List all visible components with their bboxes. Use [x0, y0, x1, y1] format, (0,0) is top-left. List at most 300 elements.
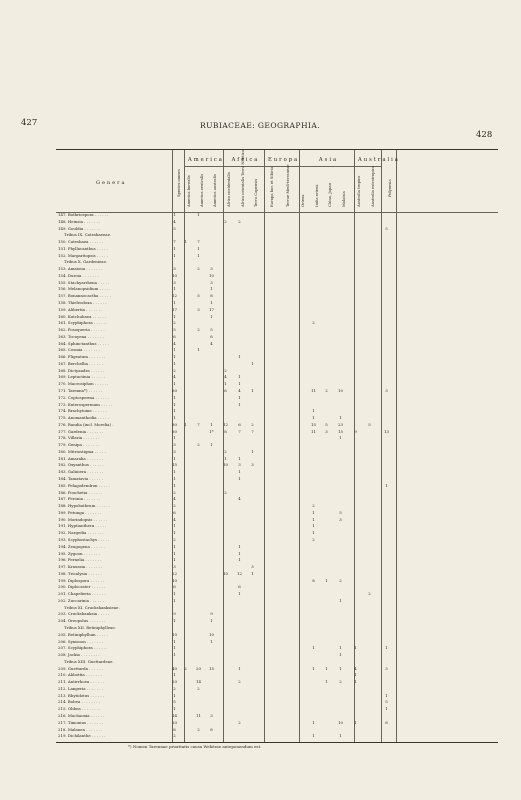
- count-cell: 1: [173, 415, 176, 421]
- count-cell: 7: [251, 428, 254, 434]
- genus-label: 192. Nargedia . . . . . . .: [58, 530, 104, 536]
- genus-label: 207. Scyphiphora . . . . . .: [58, 645, 108, 651]
- count-cell: 1: [173, 523, 176, 529]
- count-cell: 1: [354, 719, 357, 725]
- table-row: [56, 267, 498, 272]
- count-cell: 1: [210, 442, 213, 448]
- count-cell: 23: [338, 421, 343, 427]
- count-cell: 4: [224, 374, 227, 380]
- table-row: [56, 585, 498, 590]
- genus-label: 161. Scyphiphora . . . . . .: [58, 320, 108, 326]
- region-column-header: Terrae Medi-terraneae: [286, 164, 290, 207]
- table-row: [56, 511, 498, 516]
- count-cell: 1: [339, 597, 342, 603]
- count-cell: 1: [339, 733, 342, 739]
- genus-label: 167. Berchellia . . . . . .: [58, 360, 103, 366]
- count-cell: 1: [238, 381, 241, 387]
- genus-label: 154. Duroia . . . . . . .: [58, 272, 99, 278]
- genus-label: 178. Villaria . . . . . . .: [58, 435, 100, 441]
- genus-label: 153. Amaioua . . . . . . .: [58, 266, 103, 272]
- count-cell: 1: [312, 665, 315, 671]
- genus-label: 201. Chapelieria . . . . . .: [58, 591, 106, 597]
- count-cell: 1: [238, 557, 241, 563]
- table-row: [56, 321, 498, 326]
- tribe-label: Tribus XI. Cruckshanksieae.: [64, 604, 120, 610]
- group-header: Asia: [318, 157, 339, 163]
- count-cell: 1: [251, 570, 254, 576]
- count-cell: 7: [173, 239, 176, 245]
- genus-label: 214. Bobea . . . . . . . .: [58, 699, 101, 705]
- count-cell: 5: [368, 421, 371, 427]
- count-cell: 2: [312, 503, 315, 509]
- count-cell: 2: [368, 591, 371, 597]
- table-row: [56, 633, 498, 638]
- table-row: [56, 416, 498, 421]
- count-cell: 2: [224, 367, 227, 373]
- count-cell: 17: [209, 306, 214, 312]
- table-row: [56, 396, 498, 401]
- page-number-right: 428: [476, 130, 493, 140]
- count-cell: 12: [172, 293, 177, 299]
- count-cell: 1: [325, 679, 328, 685]
- table-row: [56, 484, 498, 489]
- genus-label: 151. Phyllacanthus . . . . .: [58, 245, 108, 251]
- table-row: [56, 308, 498, 313]
- genus-label: 160. Kutchubaea . . . . . .: [58, 313, 107, 319]
- count-cell: 2: [173, 367, 176, 373]
- count-cell: 1: [173, 469, 176, 475]
- count-cell: 7: [197, 421, 200, 427]
- count-cell: 15: [172, 462, 177, 468]
- count-cell: 1*: [209, 428, 214, 434]
- count-cell: 3: [173, 266, 176, 272]
- count-cell: 1: [312, 645, 315, 651]
- count-cell: 10: [209, 272, 214, 278]
- count-cell: 2: [339, 679, 342, 685]
- count-cell: 1: [197, 245, 200, 251]
- genus-label: 180. Mitriostigma . . . . .: [58, 448, 106, 454]
- count-cell: 8: [385, 719, 388, 725]
- count-cell: 2: [173, 536, 176, 542]
- tribe-label: Tribus XIII. Guettardeae.: [64, 658, 114, 664]
- footnote: *) Nomen Tarennae prioritatis causa Webërae anteponendum est.: [128, 744, 262, 749]
- count-cell: 1: [173, 347, 176, 353]
- group-rule: [184, 166, 381, 167]
- count-cell: 10: [338, 388, 343, 394]
- count-cell: 2: [173, 503, 176, 509]
- region-column-header: America centralis: [200, 173, 204, 207]
- count-cell: 1: [312, 516, 315, 522]
- genus-label: 203. Cruckshanksia . . . . .: [58, 611, 110, 617]
- count-cell: 3: [173, 564, 176, 570]
- count-cell: 1: [238, 354, 241, 360]
- region-column-header: America borealis: [187, 175, 191, 207]
- count-cell: 3: [385, 388, 388, 394]
- count-cell: 1: [173, 455, 176, 461]
- tribe-label: Tribus XII. Retiniphylleae.: [64, 624, 116, 630]
- table-row: [56, 254, 498, 259]
- region-column-header: Terra Capensis: [254, 178, 258, 207]
- count-cell: 1: [173, 530, 176, 536]
- genus-label: 183. Galiniera . . . . . . .: [58, 469, 104, 475]
- count-cell: 1: [354, 645, 357, 651]
- count-cell: 1: [238, 469, 241, 475]
- table-row: [56, 538, 498, 543]
- count-cell: 1: [238, 550, 241, 556]
- count-cell: 8: [312, 577, 315, 583]
- genus-label: 206. Synisoon . . . . . . .: [58, 638, 104, 644]
- count-cell: 1: [312, 408, 315, 414]
- count-cell: 2: [251, 421, 254, 427]
- count-cell: 2: [173, 685, 176, 691]
- genus-label: 189. Petunga . . . . . . .: [58, 509, 102, 515]
- tribe-heading: [56, 660, 498, 665]
- count-cell: 2: [197, 266, 200, 272]
- count-cell: 1: [312, 523, 315, 529]
- count-cell: 6: [173, 584, 176, 590]
- genus-label: 166. Fligeatum . . . . . . .: [58, 354, 106, 360]
- table-row: [56, 470, 498, 475]
- genus-label: 191. Hyptianthera . . . . .: [58, 523, 107, 529]
- count-cell: 12: [237, 570, 242, 576]
- count-cell: 1: [339, 435, 342, 441]
- count-cell: 1: [173, 706, 176, 712]
- table-row: [56, 355, 498, 360]
- genus-label: 149. Gouldia . . . . . . .: [58, 225, 101, 231]
- count-cell: 5: [173, 699, 176, 705]
- tribe-heading: [56, 260, 498, 265]
- genus-label: 159. Alibertia . . . . . . .: [58, 306, 103, 312]
- genus-label: 196. Fernelia . . . . . . .: [58, 557, 102, 563]
- count-cell: 1: [238, 401, 241, 407]
- count-cell: 1: [238, 476, 241, 482]
- count-cell: 1: [184, 239, 187, 245]
- table-row: [56, 646, 498, 651]
- count-cell: 1: [173, 645, 176, 651]
- count-cell: 8: [173, 726, 176, 732]
- table-row: [56, 274, 498, 279]
- table-row: [56, 565, 498, 570]
- genus-label: 212. Langeria . . . . . . .: [58, 685, 103, 691]
- count-cell: 5: [385, 699, 388, 705]
- table-row: [56, 558, 498, 563]
- count-cell: 5: [173, 225, 176, 231]
- count-cell: 2: [224, 448, 227, 454]
- count-cell: 3: [173, 448, 176, 454]
- count-cell: 6: [210, 333, 213, 339]
- genus-label: 216. Machaonia . . . . . .: [58, 712, 105, 718]
- genus-label: 175. Anomanthodia . . . . .: [58, 415, 109, 421]
- count-cell: 11: [311, 388, 316, 394]
- region-column-header: Africa occidentalis: [227, 172, 231, 207]
- table-row: [56, 504, 498, 509]
- table-row: [56, 687, 498, 692]
- table-row: [56, 518, 498, 523]
- count-cell: 1: [385, 692, 388, 698]
- count-cell: 2: [312, 320, 315, 326]
- table-row: [56, 579, 498, 584]
- count-cell: 40: [172, 665, 177, 671]
- genus-label: 162. Posoqueria . . . . . .: [58, 327, 105, 333]
- tribe-heading: [56, 233, 498, 238]
- count-cell: 3: [210, 279, 213, 285]
- count-cell: 1: [173, 672, 176, 678]
- count-cell: 20: [196, 665, 201, 671]
- genus-label: 188. Hypobathrum . . . . . .: [58, 503, 111, 509]
- count-cell: 10: [209, 631, 214, 637]
- table-row: [56, 362, 498, 367]
- table-row: [56, 640, 498, 645]
- genus-label: 210. Abbottia . . . . . . .: [58, 672, 103, 678]
- count-cell: 4: [173, 218, 176, 224]
- count-cell: 10: [223, 462, 228, 468]
- tribe-heading: [56, 606, 498, 611]
- count-cell: 1: [173, 692, 176, 698]
- table-row: [56, 409, 498, 414]
- region-column-header: Africa orientalis Terra Nilotica: [241, 149, 245, 207]
- genus-label: 169. Leptactinia . . . . . .: [58, 374, 106, 380]
- count-cell: 3: [173, 442, 176, 448]
- region-column-header: Europa bor. et Sibiria: [270, 166, 274, 207]
- genus-label: 187. Feronia . . . . . . .: [58, 496, 101, 502]
- count-cell: 1: [210, 313, 213, 319]
- count-cell: 1: [312, 719, 315, 725]
- table-row: [56, 287, 498, 292]
- count-cell: 1: [339, 665, 342, 671]
- count-cell: 1: [173, 550, 176, 556]
- table-row: [56, 572, 498, 577]
- count-cell: 10: [172, 577, 177, 583]
- genus-label: 177. Gardenia . . . . . . .: [58, 428, 104, 434]
- table-row: [56, 721, 498, 726]
- count-cell: 1: [339, 645, 342, 651]
- count-cell: 8: [210, 293, 213, 299]
- count-cell: 1: [173, 354, 176, 360]
- count-cell: 1: [210, 421, 213, 427]
- count-cell: 1: [325, 665, 328, 671]
- table-row: [56, 491, 498, 496]
- count-cell: 1: [173, 245, 176, 251]
- table-row: [56, 599, 498, 604]
- genus-label: 182. Oxyanthus . . . . . .: [58, 462, 104, 468]
- count-cell: 60: [172, 388, 177, 394]
- table-row: [56, 653, 498, 658]
- count-cell: 6: [224, 388, 227, 394]
- count-cell: 1: [210, 286, 213, 292]
- table-row: [56, 531, 498, 536]
- count-cell: 2: [339, 577, 342, 583]
- table-row: [56, 227, 498, 232]
- count-cell: 3: [197, 306, 200, 312]
- count-cell: 1: [173, 313, 176, 319]
- table-row: [56, 694, 498, 699]
- count-cell: 3: [251, 462, 254, 468]
- count-cell: 1: [238, 394, 241, 400]
- genus-label: 218. Malanea . . . . . . .: [58, 726, 103, 732]
- count-cell: 2: [197, 726, 200, 732]
- count-cell: 5: [210, 327, 213, 333]
- count-cell: 12: [223, 421, 228, 427]
- genus-label: 165. Cosmia . . . . . . .: [58, 347, 100, 353]
- count-cell: 13: [384, 428, 389, 434]
- count-cell: 1: [197, 347, 200, 353]
- genus-label: 176. Randia (incl. Morelia) .: [58, 421, 114, 427]
- count-cell: 6: [173, 509, 176, 515]
- table-row: [56, 335, 498, 340]
- count-cell: 1: [325, 577, 328, 583]
- genus-label: 157. Bonannocactha . . . . .: [58, 293, 111, 299]
- table-row: [56, 430, 498, 435]
- count-cell: 4: [173, 496, 176, 502]
- count-cell: 1: [173, 476, 176, 482]
- count-cell: 3: [251, 564, 254, 570]
- table-row: [56, 348, 498, 353]
- region-column-header: America australis: [213, 174, 217, 207]
- count-cell: 1: [173, 286, 176, 292]
- count-cell: 9: [210, 611, 213, 617]
- count-cell: 2: [238, 218, 241, 224]
- tribe-heading: [56, 626, 498, 631]
- genus-label: 197. Kraussia . . . . . . .: [58, 564, 103, 570]
- table-row: [56, 423, 498, 428]
- genus-label: 184. Tamatavia . . . . . .: [58, 476, 104, 482]
- table-row: [56, 734, 498, 739]
- count-cell: 1: [173, 300, 176, 305]
- count-cell: 1: [339, 415, 342, 421]
- count-cell: 5: [339, 509, 342, 515]
- count-cell: 3: [238, 462, 241, 468]
- genus-label: 171. Tarenna*) . . . . . .: [58, 388, 103, 394]
- table-row: [56, 382, 498, 387]
- genus-label: 170. Macrosiphon . . . . . .: [58, 381, 109, 387]
- count-cell: 5: [173, 327, 176, 333]
- count-cell: 1: [173, 252, 176, 258]
- table-row: [56, 552, 498, 557]
- genus-label: 179. Genipa . . . . . . .: [58, 442, 100, 448]
- count-cell: 5: [197, 293, 200, 299]
- count-cell: 4: [210, 340, 213, 346]
- count-cell: 1: [238, 591, 241, 597]
- page-number-left: 427: [21, 118, 38, 128]
- table-row: [56, 450, 498, 455]
- region-column-header: Malaisia: [342, 191, 346, 207]
- polynesia-column-header: Polynesia: [388, 179, 392, 197]
- genus-label: 195. Zygoon . . . . . . .: [58, 550, 100, 556]
- genus-label: 174. Brachytome . . . . . .: [58, 408, 107, 414]
- count-cell: 1: [354, 672, 357, 678]
- genus-label: 205. Retiniphyllum . . . . .: [58, 631, 108, 637]
- genus-label: 200. Diplocrater . . . . . .: [58, 584, 106, 590]
- count-cell: 1: [251, 448, 254, 454]
- count-cell: 15: [338, 428, 343, 434]
- genus-label: 213. Rhytidotus . . . . . .: [58, 692, 105, 698]
- count-cell: 1: [173, 597, 176, 603]
- table-row: [56, 220, 498, 225]
- table-row: [56, 443, 498, 448]
- count-cell: 20: [172, 679, 177, 685]
- count-cell: 1: [173, 652, 176, 658]
- genus-label: 164. Sphinctanthus . . . . .: [58, 340, 109, 346]
- count-cell: 2: [173, 489, 176, 495]
- genera-header: Genera: [96, 180, 127, 186]
- table-row: [56, 389, 498, 394]
- count-cell: 1: [173, 557, 176, 563]
- table-row: [56, 294, 498, 299]
- genus-label: 148. Heinsia . . . . . . .: [58, 218, 101, 224]
- count-cell: 80: [172, 421, 177, 427]
- count-cell: 1: [173, 638, 176, 644]
- genus-label: 156. Melanopsidium . . . . .: [58, 286, 111, 292]
- table-row: [56, 592, 498, 597]
- genus-label: 194. Zeugogena . . . . . .: [58, 543, 105, 549]
- count-cell: 22: [172, 570, 177, 576]
- table-row: [56, 545, 498, 550]
- count-cell: 1: [210, 618, 213, 624]
- count-cell: 15: [209, 665, 214, 671]
- table-row: [56, 247, 498, 252]
- count-cell: 1: [312, 509, 315, 515]
- table-row: [56, 477, 498, 482]
- genus-label: 204. Oreopolus . . . . . . .: [58, 618, 106, 624]
- count-cell: 1: [173, 381, 176, 387]
- genus-label: 199. Diplospora . . . . . .: [58, 577, 105, 583]
- count-cell: 15: [311, 421, 316, 427]
- genus-label: 172. Coptosperma . . . . . .: [58, 394, 110, 400]
- count-cell: 1: [354, 679, 357, 685]
- count-cell: 60: [172, 428, 177, 434]
- count-cell: 4: [238, 388, 241, 394]
- genus-label: 150. Catesbaea . . . . . .: [58, 239, 104, 245]
- distribution-table: [56, 149, 498, 743]
- table-row: [56, 707, 498, 712]
- region-column-header: China, Japan: [328, 183, 332, 207]
- table-row: [56, 301, 498, 306]
- table-row: [56, 619, 498, 624]
- genus-label: 198. Tricalysia . . . . . .: [58, 570, 102, 576]
- table-row: [56, 342, 498, 347]
- count-cell: 11: [196, 712, 201, 718]
- table-row: [56, 281, 498, 286]
- region-column-header: Australia extratropica: [371, 165, 375, 207]
- genus-label: 186. Pouchetia . . . . . .: [58, 489, 103, 495]
- genus-label: 209. Guettarda . . . . . .: [58, 665, 103, 671]
- count-cell: 8: [224, 428, 227, 434]
- genus-label: 217. Timonius . . . . . . .: [58, 719, 104, 725]
- genus-label: 211. Antirrhoea . . . . . .: [58, 679, 105, 685]
- table-row: [56, 680, 498, 685]
- table-row: [56, 612, 498, 617]
- group-header: Africa: [231, 157, 260, 163]
- count-cell: 11: [311, 428, 316, 434]
- count-cell: 1: [173, 360, 176, 366]
- count-cell: 1: [173, 482, 176, 488]
- count-cell: 3: [210, 712, 213, 718]
- count-cell: 7: [238, 428, 241, 434]
- table-row: [56, 375, 498, 380]
- count-cell: 1: [339, 652, 342, 658]
- genus-label: 163. Tocoyena . . . . . . .: [58, 333, 104, 339]
- count-cell: 1: [238, 455, 241, 461]
- table-row: [56, 240, 498, 245]
- table-row: [56, 463, 498, 468]
- genus-label: 181. Amaralia . . . . . . .: [58, 455, 104, 461]
- page-title: RUBIACEAE: GEOGRAPHIA.: [200, 121, 321, 130]
- count-cell: 6: [173, 333, 176, 339]
- table-row: [56, 497, 498, 502]
- count-cell: 1: [173, 543, 176, 549]
- genus-label: 158. Thieleodoxa . . . . . .: [58, 300, 107, 305]
- tribe-label: Tribus X. Gardenieae.: [64, 259, 108, 265]
